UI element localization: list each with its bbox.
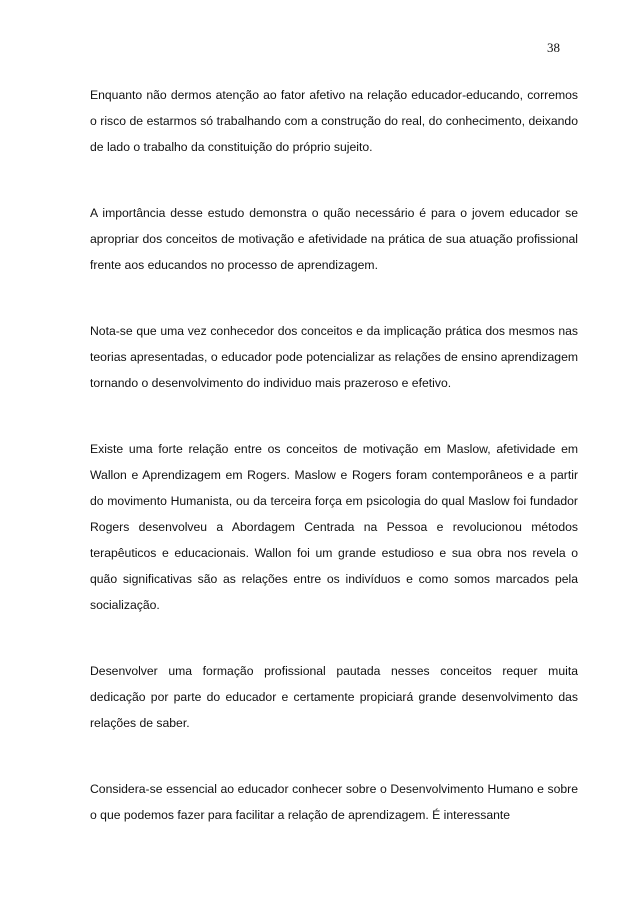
page-number: 38 [547,40,560,55]
paragraph-desenvolvimento-humano: Considera-se essencial ao educador conhecer sobre o Desenvolvimento Humano e sobre o que podemos fazer para facilitar a relação de aprendizagem. É interessante [90,782,578,822]
paragraph-maslow-wallon-rogers: Existe uma forte relação entre os conceitos de motivação em Maslow, afetividade em Wallon e Aprendizagem em Rogers. Maslow e Rogers foram contemporâneos e a partir do movimento Humanista, ou da terceira força em psicologia do qual Maslow foi fundador Rogers desenvolveu a Abordagem Centrada na Pessoa e revolucionou métodos terapêuticos e educacionais. Wallon foi um grande estudioso e sua obra nos revela o quão significativas são as relações entre os indivíduos e como somos marcados pela socialização. [90,442,578,612]
document-body [90,82,578,828]
paragraph-importancia: A importância desse estudo demonstra o quão necessário é para o jovem educador se apropriar dos conceitos de motivação e afetividade na prática de sua atuação profissional frente aos educandos no processo de aprendizagem. [90,206,578,272]
paragraph-formacao: Desenvolver uma formação profissional pautada nesses conceitos requer muita dedicação por parte do educador e certamente propiciará grande desenvolvimento das relações de saber. [90,664,578,730]
paragraph-afetivo: Enquanto não dermos atenção ao fator afetivo na relação educador-educando, corremos o risco de estarmos só trabalhando com a construção do real, do conhecimento, deixando de lado o trabalho da constituição do próprio sujeito. [90,88,578,154]
paragraph-conhecedor: Nota-se que uma vez conhecedor dos conceitos e da implicação prática dos mesmos nas teorias apresentadas, o educador pode potencializar as relações de ensino aprendizagem tornando o desenvolvimento do individuo mais prazeroso e efetivo. [90,324,578,390]
